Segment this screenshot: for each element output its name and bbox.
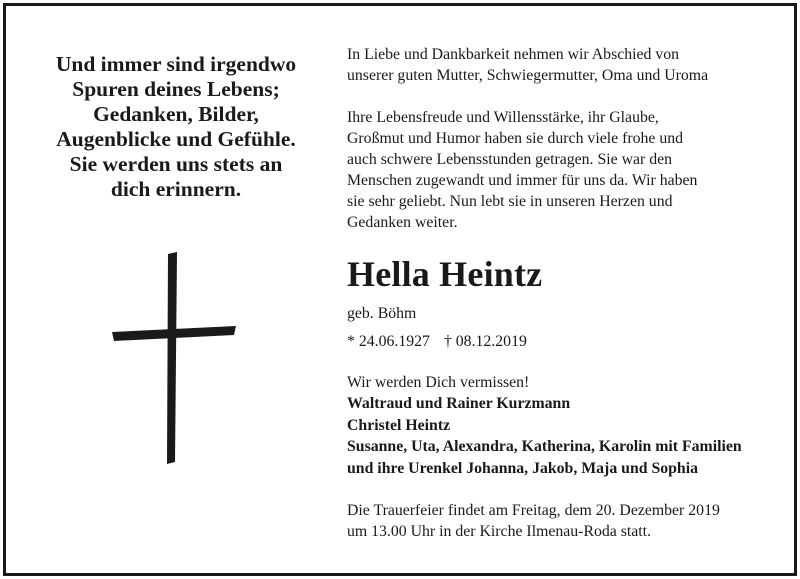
tribute-line: auch schwere Lebensstunden getragen. Sie war den	[347, 151, 673, 168]
cross-icon	[110, 250, 240, 470]
mourners-list	[347, 393, 742, 479]
mourner-line: und ihre Urenkel Johanna, Jakob, Maja und Sophia	[347, 459, 699, 477]
death-date: † 08.12.2019	[443, 333, 527, 350]
birth-date: * 24.06.1927	[347, 333, 430, 350]
deceased-name: Hella Heintz	[347, 254, 543, 294]
intro-paragraph	[347, 44, 708, 86]
tribute-line: sie sehr geliebt. Nun lebt sie in unseren Herzen und	[347, 193, 673, 210]
life-dates	[347, 331, 527, 352]
mourner-line: Susanne, Uta, Alexandra, Katherina, Karolin mit Familien	[347, 438, 742, 455]
farewell-line: Wir werden Dich vermissen!	[347, 374, 530, 391]
tribute-line: Ihre Lebensfreude und Willensstärke, ihr Glaube,	[347, 109, 659, 126]
motto-line: Und immer sind irgendwo	[55, 52, 297, 76]
mourner-line: Christel Heintz	[347, 416, 451, 434]
motto-line: dich erinnern.	[110, 177, 242, 201]
service-line: Die Trauerfeier findet am Freitag, dem 20. Dezember 2019	[347, 502, 720, 519]
tribute-line: Gedanken weiter.	[347, 214, 458, 231]
tribute-paragraph	[347, 107, 697, 233]
obituary-notice	[3, 3, 797, 576]
tribute-line: Menschen zugewandt und immer für uns da. Wir haben	[347, 172, 698, 189]
motto-line: Gedanken, Bilder,	[93, 102, 259, 126]
funeral-service-info	[347, 500, 720, 542]
mourner-line: Waltraud und Rainer Kurzmann	[347, 395, 571, 412]
motto-line: Sie werden uns stets an	[69, 152, 283, 176]
birth-name: geb. Böhm	[347, 305, 417, 322]
motto-line: Spuren deines Lebens;	[72, 77, 280, 101]
motto-verse	[32, 52, 320, 202]
motto-line: Augenblicke und Gefühle.	[56, 127, 296, 151]
service-line: um 13.00 Uhr in der Kirche Ilmenau-Roda statt.	[347, 523, 652, 540]
intro-line: In Liebe und Dankbarkeit nehmen wir Abschied von	[347, 46, 680, 63]
intro-line: unserer guten Mutter, Schwiegermutter, Oma und Uroma	[347, 67, 709, 84]
tribute-line: Großmut und Humor haben sie durch viele frohe und	[347, 130, 684, 147]
